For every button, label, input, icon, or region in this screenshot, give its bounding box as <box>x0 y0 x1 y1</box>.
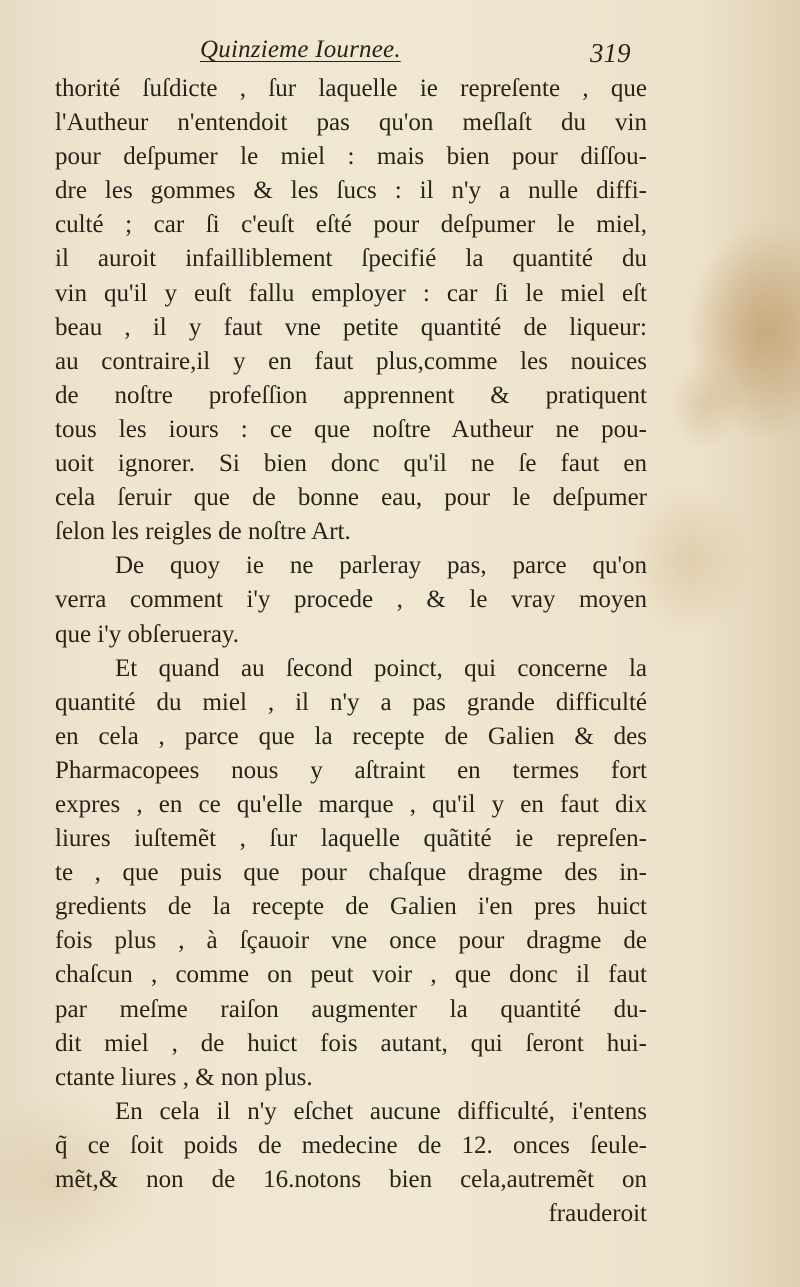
body-text <box>55 72 647 1231</box>
text-line: tous les iours : ce que noſtre Autheur ne pou- <box>55 415 647 443</box>
paragraph-first-line: En cela il n'y eſchet aucune difficulté, i'entens <box>115 1097 647 1125</box>
text-line: Pharmacopees nous y aſtraint en termes fort <box>55 756 647 784</box>
page-number: 319 <box>590 38 631 68</box>
text-line: ctante liures , & non plus. <box>55 1063 313 1091</box>
text-line: uoit ignorer. Si bien donc qu'il ne ſe faut en <box>55 450 647 478</box>
text-line: beau , il y faut vne petite quantité de liqueur: <box>55 313 647 341</box>
text-line: dre les gommes & les ſucs : il n'y a nulle diffi- <box>55 177 647 205</box>
text-line: en cela , parce que la recepte de Galien & des <box>55 722 647 750</box>
running-head: Quinzieme Iournee. <box>200 36 401 63</box>
text-line: que i'y obſerueray. <box>55 620 240 648</box>
text-line: ſelon les reigles de noſtre Art. <box>55 518 351 546</box>
text-line: il auroit infailliblement ſpecifié la quantité du <box>55 245 647 273</box>
text-line: au contraire,il y en faut plus,comme les nouices <box>55 347 647 375</box>
text-line: par meſme raiſon augmenter la quantité du- <box>55 995 647 1023</box>
text-line: pour deſpumer le miel : mais bien pour diſſou- <box>55 143 647 171</box>
text-line: chaſcun , comme on peut voir , que donc il faut <box>55 961 647 989</box>
paragraph-first-line: De quoy ie ne parleray pas, parce qu'on <box>115 552 647 580</box>
text-line: q̃ ce ſoit poids de medecine de 12. onces ſeule- <box>55 1131 647 1159</box>
text-line: thorité ſuſdicte , ſur laquelle ie repreſente , que <box>55 75 647 102</box>
text-line: gredients de la recepte de Galien i'en pres huict <box>55 893 647 921</box>
text-line: de noſtre profeſſion apprennent & pratiquent <box>55 381 647 409</box>
text-line: culté ; car ſi c'euſt eſté pour deſpumer le miel, <box>55 211 647 239</box>
text-line: l'Autheur n'entendoit pas qu'on meſlaſt du vin <box>55 109 647 137</box>
text-line: verra comment i'y procede , & le vray moyen <box>55 586 647 614</box>
page-header <box>0 34 800 74</box>
catchword: frauderoit <box>548 1200 647 1228</box>
water-stain <box>690 230 800 440</box>
text-line: fois plus , à ſçauoir vne once pour dragme de <box>55 927 647 955</box>
text-line: dit miel , de huict fois autant, qui ſeront hui- <box>55 1029 647 1057</box>
text-line: vin qu'il y euſt fallu employer : car ſi le miel eſt <box>55 279 647 307</box>
text-line: liures iuſtemẽt , ſur laquelle quãtité ie repreſen- <box>55 825 647 853</box>
paragraph-first-line: Et quand au ſecond poinct, qui concerne la <box>115 654 647 682</box>
text-line: quantité du miel , il n'y a pas grande difficulté <box>55 688 647 716</box>
text-line: cela ſeruir que de bonne eau, pour le deſpumer <box>55 484 647 512</box>
text-line: expres , en ce qu'elle marque , qu'il y en faut dix <box>55 790 647 818</box>
text-line: mẽt,& non de 16.notons bien cela,autremẽt on <box>55 1166 647 1193</box>
text-line: te , que puis que pour chaſque dragme des in- <box>55 859 647 887</box>
water-stain-small <box>670 360 740 450</box>
